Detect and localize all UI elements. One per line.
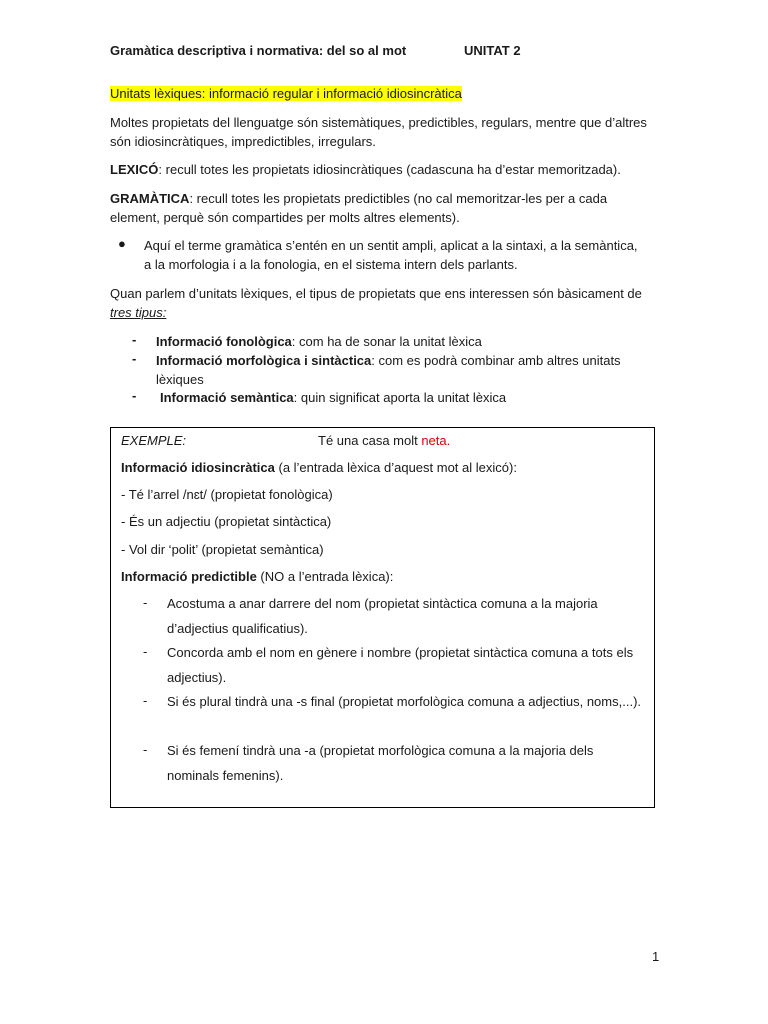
dash-marker: - <box>143 742 148 757</box>
pred-item: Acostuma a anar darrere del nom (propietat sintàctica comuna a la majoria d’adjectius qualificatius). <box>167 596 598 636</box>
dash-marker: - <box>143 693 148 708</box>
lexico-term: LEXICÓ <box>110 162 159 177</box>
idio-item: - Vol dir ‘polit’ (propietat semàntica) <box>121 542 324 557</box>
idio-heading-line <box>121 458 517 477</box>
example-sentence-start: Té una casa molt <box>318 433 422 448</box>
section-title <box>110 84 660 103</box>
tipus-item <box>160 388 660 407</box>
tipus-text: : com es podrà combinar amb altres unitats lèxiques <box>156 353 621 387</box>
tipus-item <box>156 351 656 389</box>
idio-heading-rest: (a l’entrada lèxica d’aquest mot al lexicó): <box>274 460 517 475</box>
example-sentence-word: neta. <box>421 433 451 448</box>
bullet-paragraph: Aquí el terme gramàtica s’entén en un sentit ampli, aplicat a la sintaxi, a la semàntica, a la morfologia i a la fonologia, en el sistema intern dels parlants. <box>144 238 638 272</box>
unit-label: UNITAT 2 <box>464 43 521 58</box>
bullet-icon: ● <box>118 236 126 251</box>
pred-heading: Informació predictible <box>121 569 257 584</box>
example-row <box>121 431 186 450</box>
dash-marker: - <box>132 388 137 403</box>
pred-heading-line <box>121 567 393 586</box>
tipus-term: Informació morfològica i sintàctica <box>156 353 372 368</box>
example-sentence <box>318 431 450 450</box>
dash-marker: - <box>132 351 137 366</box>
section-title-highlight: Unitats lèxiques: informació regular i informació idiosincràtica <box>110 86 462 101</box>
pred-item: Si és plural tindrà una -s final (propietat morfològica comuna a adjectius, noms,...). <box>167 694 642 709</box>
intro-paragraph: Moltes propietats del llenguatge són sistemàtiques, predictibles, regulars, mentre que d’altres són idiosincràtiques, impredictibles, irregulars. <box>110 115 647 149</box>
tipus-text: : com ha de sonar la unitat lèxica <box>291 334 482 349</box>
tipus-text: : quin significat aporta la unitat lèxica <box>293 390 507 405</box>
tipus-intro-emph: tres tipus: <box>110 305 167 320</box>
tipus-item <box>156 332 656 351</box>
gramatica-definition <box>110 189 660 227</box>
dash-marker: - <box>143 644 148 659</box>
lexico-definition <box>110 160 660 179</box>
idio-heading: Informació idiosincràtica <box>121 460 275 475</box>
gramatica-text: : recull totes les propietats predictibles (no cal memoritzar-les per a cada element, perquè són compartides per molts altres elements). <box>110 191 608 225</box>
dash-marker: - <box>132 332 137 347</box>
tipus-intro-text: Quan parlem d’unitats lèxiques, el tipus de propietats que ens interessen són bàsicament de <box>110 286 642 301</box>
tipus-term: Informació fonològica <box>156 334 292 349</box>
pred-item: Si és femení tindrà una -a (propietat morfològica comuna a la majoria dels nominals femenins). <box>167 743 594 783</box>
page-number: 1 <box>652 949 660 964</box>
page-header <box>110 43 521 58</box>
tipus-intro <box>110 284 660 322</box>
document-title: Gramàtica descriptiva i normativa: del so al mot <box>110 43 407 58</box>
gramatica-term: GRAMÀTICA <box>110 191 190 206</box>
idio-item: - És un adjectiu (propietat sintàctica) <box>121 514 332 529</box>
lexico-text: : recull totes les propietats idiosincràtiques (cadascuna ha d’estar memoritzada). <box>158 162 621 177</box>
tipus-term: Informació semàntica <box>160 390 294 405</box>
example-label: EXEMPLE: <box>121 433 187 448</box>
idio-item: - Té l’arrel /nɛt/ (propietat fonològica) <box>121 487 333 502</box>
pred-heading-rest: (NO a l’entrada lèxica): <box>256 569 394 584</box>
pred-item: Concorda amb el nom en gènere i nombre (propietat sintàctica comuna a tots els adjectius). <box>167 645 634 685</box>
example-box <box>110 427 655 808</box>
dash-marker: - <box>143 595 148 610</box>
